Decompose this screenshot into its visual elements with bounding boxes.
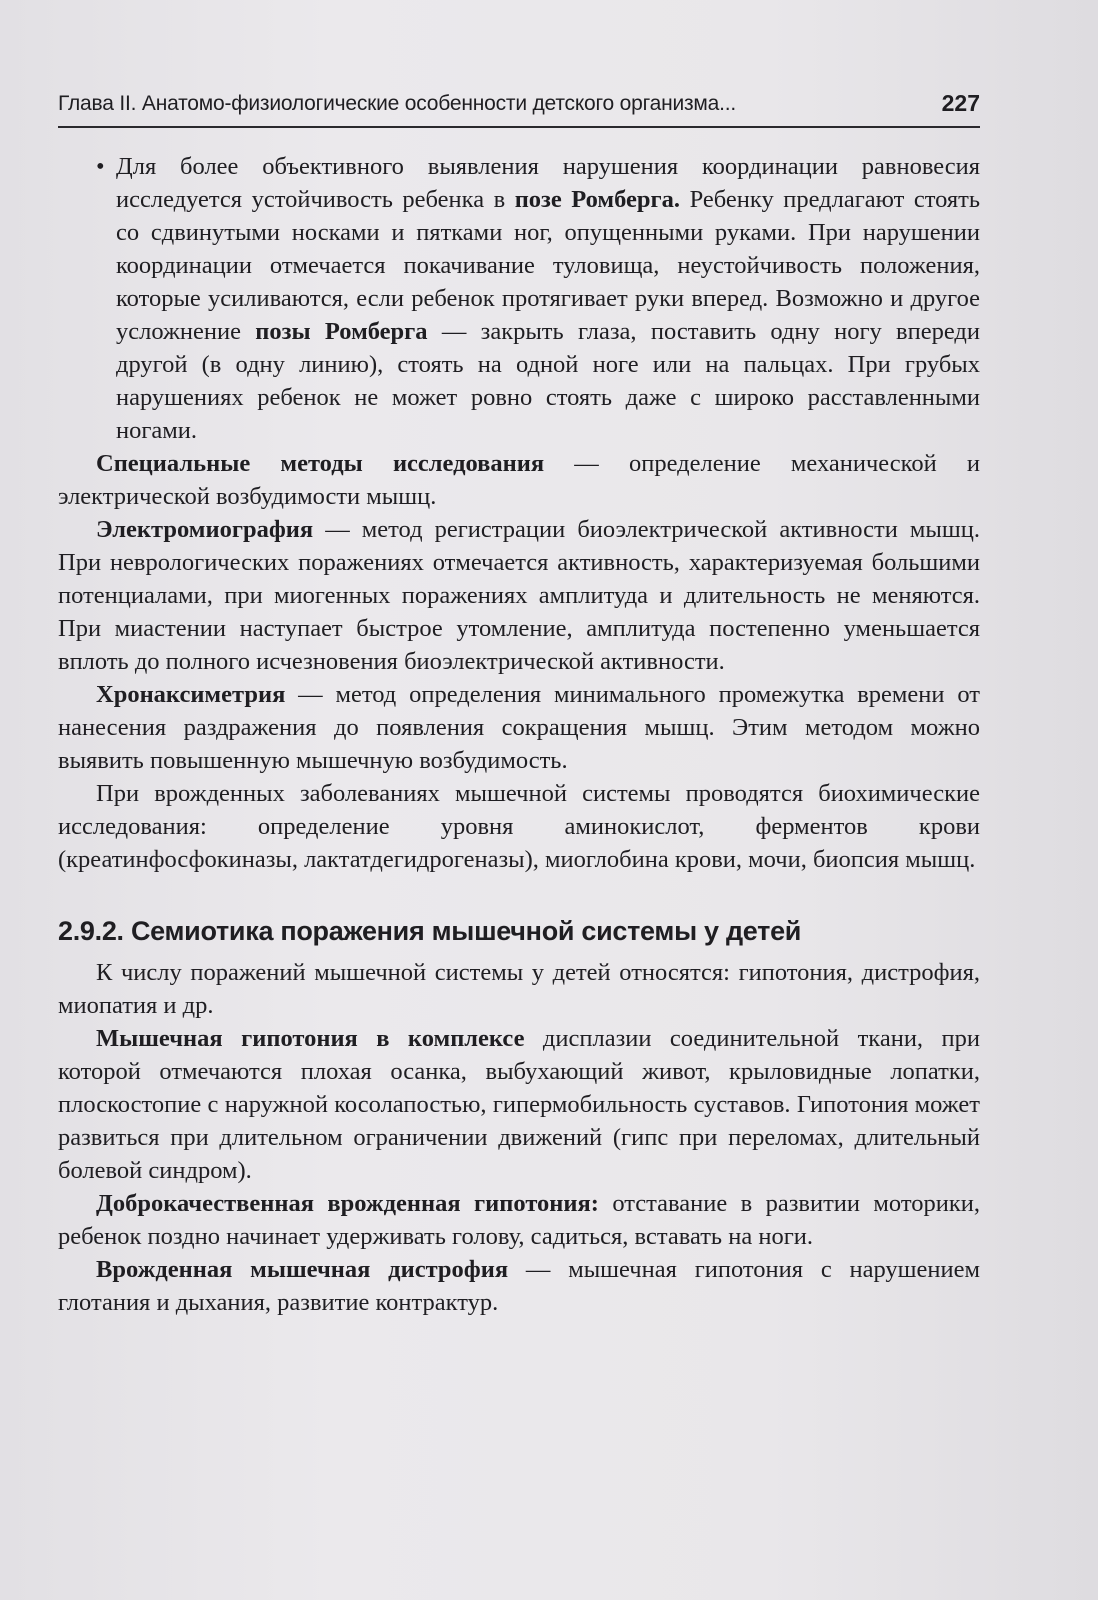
benign-hypotonia-paragraph	[58, 1187, 980, 1253]
text: отставание в развитии моторики, ребенок поздно начинает удерживать голову, садиться, вставать на ноги.	[58, 1190, 980, 1250]
page-body	[58, 150, 980, 1319]
congenital-paragraph: При врожденных заболеваниях мышечной системы проводятся биохимические исследования: определение уровня аминокислот, ферментов крови (креатинфосфокиназы, лактатдегидрогеназы), миоглобина крови, мочи, биопсия мышц.	[58, 780, 980, 873]
term-romberg-pose: позе Ромберга.	[514, 186, 681, 213]
text: — определение механической и электрической возбудимости мышц.	[58, 450, 980, 510]
term-romberg-pose-2: позы Ромберга	[255, 318, 428, 345]
page-number: 227	[941, 90, 980, 116]
term-emg: Электромиография	[96, 516, 314, 543]
term-special-methods: Специальные методы исследования	[96, 450, 545, 477]
chapter-title: Глава II. Анатомо-физиологические особенности детского организма...	[58, 92, 737, 115]
text: — метод определения минимального промежутка времени от нанесения раздражения до появления сокращения мышц. Этим методом можно выявить повышенную мышечную возбудимость.	[58, 681, 980, 774]
term-dystrophy: Врожденная мышечная дистрофия	[96, 1256, 509, 1283]
text: — мышечная гипотония с нарушением глотания и дыхания, развитие контрактур.	[58, 1256, 980, 1316]
dystrophy-paragraph	[58, 1253, 980, 1319]
chronaximetry-paragraph	[58, 678, 980, 777]
text: — метод регистрации биоэлектрической активности мышц. При неврологических поражениях отмечается активность, характеризуемая большими потенциалами, при миогенных поражениях амплитуда и длительность не меняются. При миастении наступает быстрое утомление, амплитуда постепенно уменьшается вплоть до полного исчезновения биоэлектрической активности.	[58, 516, 980, 675]
term-benign-hypotonia: Доброкачественная врожденная гипотония:	[96, 1190, 599, 1217]
hypotonia-complex-paragraph	[58, 1022, 980, 1187]
bullet-romberg-paragraph	[58, 150, 980, 447]
term-hypotonia-complex: Мышечная гипотония в комплексе	[96, 1025, 525, 1052]
lesions-intro-paragraph: К числу поражений мышечной системы у детей относятся: гипотония, дистрофия, миопатия и др.	[58, 959, 980, 1019]
emg-paragraph	[58, 513, 980, 678]
text: Ребенку предлагают стоять со сдвинутыми носками и пятками ног, опущенными руками. При нарушении координации отмечается покачивание туловища, неустойчивость положения, которые усиливаются, если ребенок протягивает руки вперед. Возможно и другое усложнение	[116, 186, 981, 345]
term-chronaximetry: Хронаксиметрия	[96, 681, 286, 708]
text: дисплазии соединительной ткани, при которой отмечаются плохая осанка, выбухающий живот, крыловидные лопатки, плоскостопие с наружной косолапостью, гипермобильность суставов. Гипотония может развиться при длительном ограничении движений (гипс при переломах, длительный болевой синдром).	[58, 1025, 980, 1184]
running-header	[58, 88, 980, 128]
text: — закрыть глаза, поставить одну ногу впереди другой (в одну линию), стоять на одной ноге или на пальцах. При грубых нарушениях ребенок не может ровно стоять даже с широко расставленными ногами.	[116, 318, 980, 444]
section-heading: 2.9.2. Семиотика поражения мышечной системы у детей	[58, 916, 802, 946]
bullet-marker: •	[96, 153, 105, 180]
special-methods-paragraph	[58, 447, 980, 513]
text: Для более объективного выявления нарушения координации равновесия исследуется устойчивость ребенка в	[116, 153, 980, 213]
